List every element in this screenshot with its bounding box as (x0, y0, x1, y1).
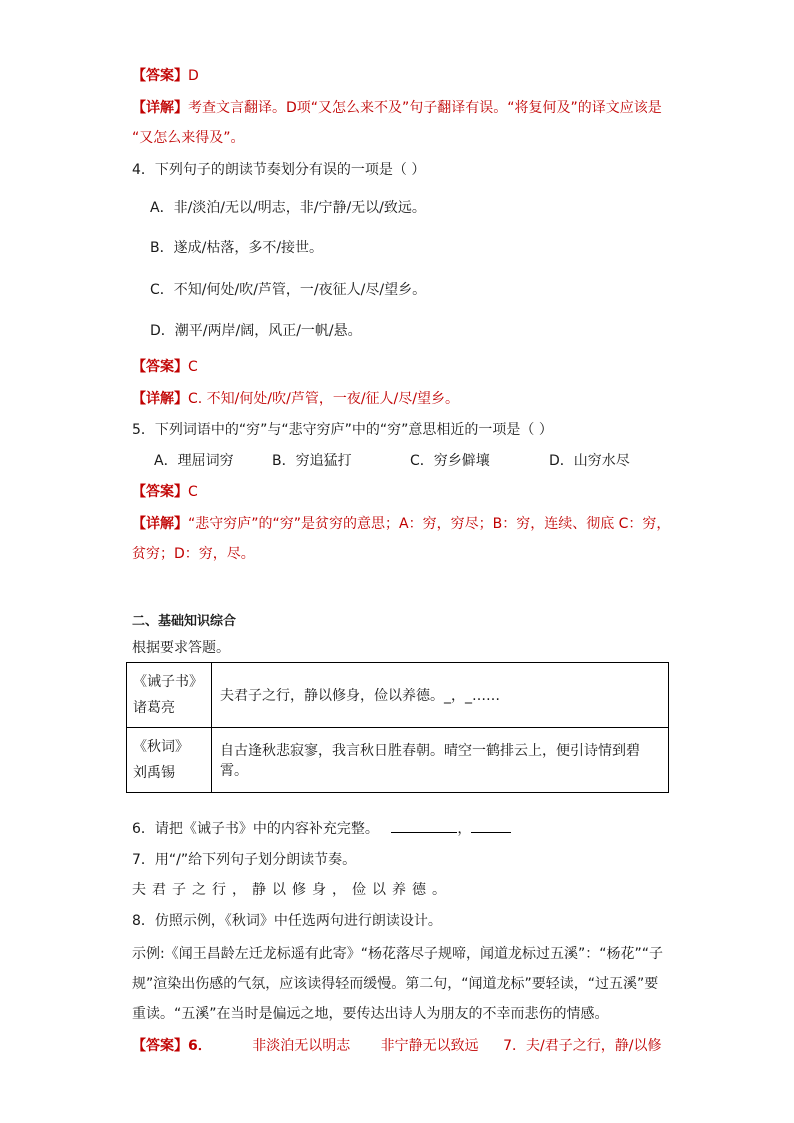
q5-option-d: D．山穷水尽 (549, 453, 630, 469)
answer-tag: 【答案】 (132, 1038, 188, 1054)
q4-question: 4．下列句子的朗读节奏划分有误的一项是（ ） (132, 162, 426, 178)
work-text: 夫君子之行，静以修身，俭以养德。_，_…… (212, 663, 669, 728)
work-text: 自古逢秋悲寂寥，我言秋日胜春朝。晴空一鹤排云上，便引诗情到碧霄。 (212, 728, 669, 793)
q8-question: 8．仿照示例，《秋词》中任选两句进行朗读设计。 (132, 913, 442, 929)
q3-detail-line (132, 98, 662, 118)
q4-answer-line (132, 357, 198, 377)
q5-option-a: A．理屈词穷 (154, 453, 234, 469)
q6-blank-2[interactable] (471, 818, 511, 833)
q6-separator: ， (457, 821, 472, 837)
q5-option-c: C．穷乡僻壤 (410, 453, 490, 469)
detail-tag: 【详解】 (132, 516, 188, 532)
work-title: 《诫子书》 (133, 674, 203, 690)
detail-tag: 【详解】 (132, 100, 188, 116)
section-heading: 二、基础知识综合 (132, 614, 237, 629)
q3-detail-line-2: “又怎么来得及”。 (132, 130, 245, 146)
answer-value: C (188, 484, 198, 500)
detail-tag: 【详解】 (132, 391, 188, 407)
example-line-3: 重读。“五溪”在当时是偏远之地，要传达出诗人为朋友的不幸而悲伤的情感。 (132, 1006, 609, 1022)
q5-detail-line (132, 514, 670, 534)
example-line-2: 规”渲染出伤感的气氛，应该读得轻而缓慢。第二句，“闻道龙标”要轻读，“过五溪”要 (132, 976, 659, 992)
answer-tag: 【答案】 (132, 68, 188, 84)
answer-6-label: 6． (188, 1038, 212, 1054)
q4-detail-line (132, 389, 459, 409)
work-author: 刘禹锡 (133, 765, 175, 781)
poem-table (126, 662, 669, 793)
work-author: 诸葛亮 (133, 700, 175, 716)
q7-sentence: 夫君子之行，静以修身，俭以养德。 (132, 882, 452, 898)
q3-answer-line (132, 66, 199, 86)
detail-text: “悲守穷庐”的“穷”是贫穷的意思；A：穷，穷尽；B：穷，连续、彻底 C：穷， (188, 516, 671, 532)
detail-text: 考查文言翻译。D项“又怎么来不及”句子翻译有误。“将复何及”的译文应该是 (188, 100, 662, 116)
table-row (127, 728, 669, 793)
q5-answer-line (132, 482, 198, 502)
answer-value: D (188, 68, 199, 84)
q4-option-d: D．潮平/两岸/阔，风正/一帆/悬。 (150, 323, 362, 339)
q6-question: 6．请把《诫子书》中的内容补充完整。 (132, 821, 379, 837)
answer-tag: 【答案】 (132, 359, 188, 375)
answer-tag: 【答案】 (132, 484, 188, 500)
table-row (127, 663, 669, 728)
q4-option-a: A．非/淡泊/无以/明志，非/宁静/无以/致远。 (150, 200, 426, 216)
q6-line (132, 818, 511, 839)
q5-option-b: B．穷追猛打 (272, 453, 352, 469)
q7-question: 7．用“/”给下列句子划分朗读节奏。 (132, 852, 357, 868)
q6-blank-1[interactable] (391, 818, 457, 833)
example-line-1: 示例:《闻王昌龄左迁龙标遥有此寄》“杨花落尽子规啼，闻道龙标过五溪”：“杨花”“子 (132, 946, 663, 962)
section-instruction: 根据要求答题。 (132, 640, 230, 656)
answer-6a: 非淡泊无以明志 (252, 1038, 351, 1054)
q5-detail-line-2: 贫穷；D：穷，尽。 (132, 546, 255, 562)
q4-option-b: B．遂成/枯落，多不/接世。 (150, 240, 324, 256)
answer-6b: 非宁静无以致远 (380, 1038, 479, 1054)
answer-value: C (188, 359, 198, 375)
detail-text: C. 不知/何处/吹/芦管，一夜/征人/尽/望乡。 (188, 391, 459, 407)
title-author-cell (127, 663, 212, 728)
q5-question: 5．下列词语中的“穷”与“悲守穷庐”中的“穷”意思相近的一项是（ ） (132, 422, 553, 438)
work-title: 《秋词》 (133, 739, 189, 755)
q4-option-c: C．不知/何处/吹/芦管，一/夜征人/尽/望乡。 (150, 282, 427, 298)
answer-7: 7．夫/君子之行，静/以修 (503, 1038, 662, 1054)
section-answer-line (132, 1036, 661, 1056)
title-author-cell (127, 728, 212, 793)
